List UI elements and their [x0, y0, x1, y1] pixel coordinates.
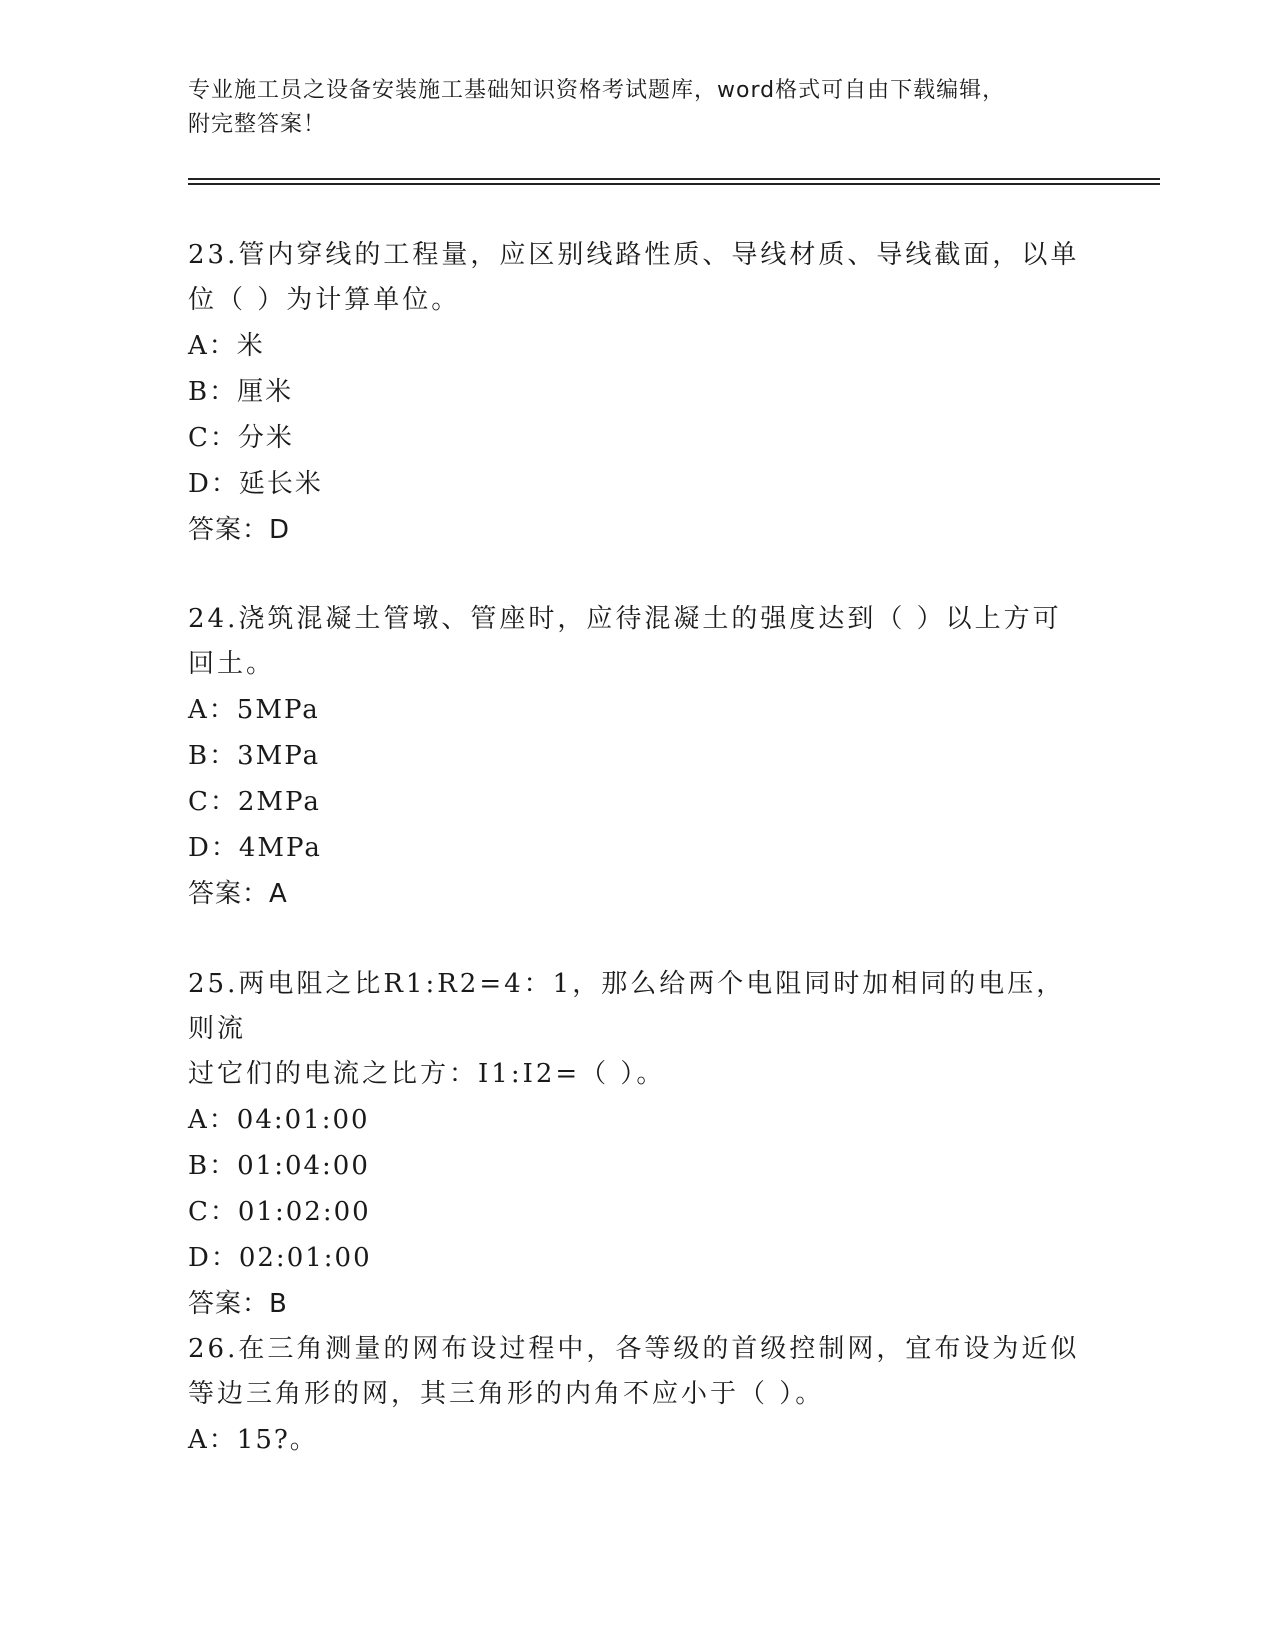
- option-b: B：3MPa: [188, 741, 321, 771]
- option-a: A：15?。: [188, 1425, 318, 1455]
- question-stem-line-1: 26.在三角测量的网布设过程中，各等级的首级控制网，宜布设为近似: [188, 1334, 1080, 1364]
- option-c: C：01:02:00: [188, 1197, 371, 1227]
- question-stem-line-2: 等边三角形的网，其三角形的内角不应小于（ ）。: [188, 1379, 825, 1409]
- question-23: [188, 233, 1088, 553]
- option-a: A：米: [188, 331, 265, 361]
- option-b: B：01:04:00: [188, 1151, 370, 1181]
- question-24: [188, 597, 1088, 917]
- answer: 答案：A: [188, 879, 288, 909]
- header-line-2: 附完整答案！: [188, 112, 327, 137]
- question-stem-line-1: 23.管内穿线的工程量，应区别线路性质、导线材质、导线截面，以单: [188, 240, 1080, 270]
- document-header: [188, 74, 1088, 142]
- option-c: C：2MPa: [188, 787, 321, 817]
- question-stem-line-1: 24.浇筑混凝土管墩、管座时，应待混凝土的强度达到（ ）以上方可: [188, 604, 1062, 634]
- option-d: D：延长米: [188, 469, 323, 499]
- question-stem-line-1: 25.两电阻之比R1:R2=4：1，那么给两个电阻同时加相同的电压，则流: [188, 969, 1066, 1044]
- header-divider-top: [188, 178, 1160, 180]
- option-d: D：4MPa: [188, 833, 322, 863]
- option-a: A：5MPa: [188, 695, 320, 725]
- question-stem-line-2: 位（ ）为计算单位。: [188, 285, 461, 315]
- header-divider-bottom: [188, 183, 1160, 185]
- question-26: [188, 1327, 1088, 1463]
- question-25: [188, 962, 1088, 1327]
- question-stem-line-2: 回土。: [188, 649, 276, 679]
- header-line-1: 专业施工员之设备安装施工基础知识资格考试题库，word格式可自由下载编辑，: [188, 78, 1006, 103]
- option-d: D：02:01:00: [188, 1243, 372, 1273]
- answer: 答案：B: [188, 1289, 288, 1319]
- option-c: C：分米: [188, 423, 294, 453]
- question-stem-line-2: 过它们的电流之比方：I1:I2=（ ）。: [188, 1059, 666, 1089]
- option-b: B：厘米: [188, 377, 294, 407]
- option-a: A：04:01:00: [188, 1105, 370, 1135]
- answer: 答案：D: [188, 515, 291, 545]
